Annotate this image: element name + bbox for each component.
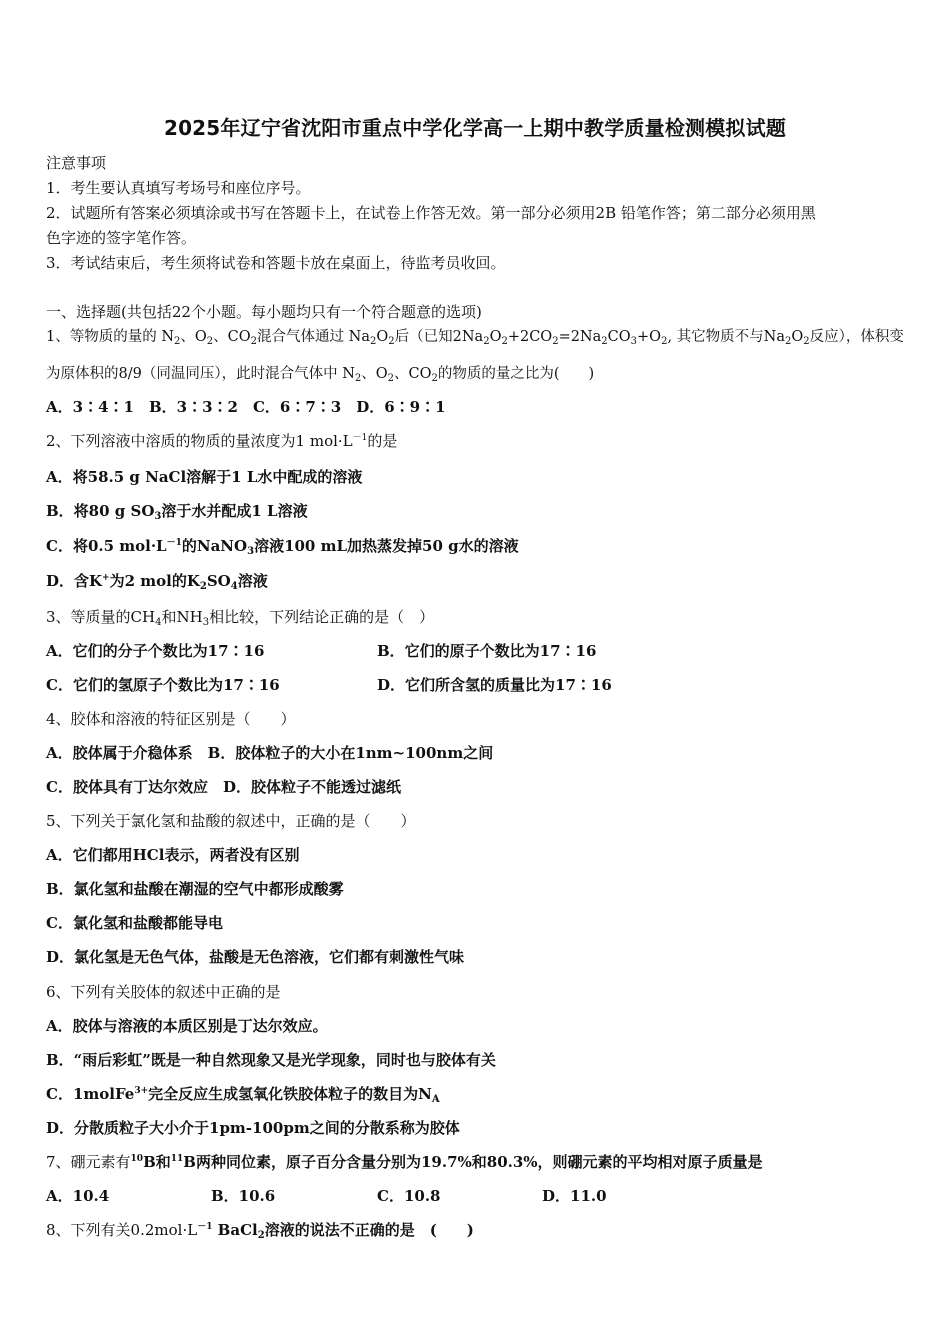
notice-item: 2．试题所有答案必须填涂或书写在答题卡上，在试卷上作答无效。第一部分必须用2B 铅笔作答；第二部分必须用黑 [46,204,816,222]
notice-item: 1．考生要认真填写考场号和座位序号。 [46,179,311,197]
question-2-option-b: B．将80 g $SO_3$溶于水并配成1 L溶液 [46,502,308,522]
notice-item: 色字迹的签字笔作答。 [46,229,197,247]
page-title: 2025年辽宁省沈阳市重点中学化学高一上期中教学质量检测模拟试题 [163,116,787,140]
question-6-option-a: A．胶体与溶液的本质区别是丁达尔效应。 [46,1017,328,1035]
notice-item: 3．考试结束后，考生须将试卷和答题卡放在桌面上，待监考员收回。 [46,254,506,272]
question-8-stem: 8、下列有关$0.2mol\cdot L^{-1}$ BaCl$_2$溶液的说法不正确的是 ( ) [46,1221,474,1241]
question-7-option-c: C．10.8 [377,1187,441,1205]
question-6-option-d: D．分散质粒子大小介于1pm-100pm之间的分散系称为胶体 [46,1119,460,1137]
question-5-option-c: C．氯化氢和盐酸都能导电 [46,914,223,932]
question-5-stem: 5、下列关于氯化氢和盐酸的叙述中，正确的是（ ） [46,812,416,830]
question-5-option-d: D．氯化氢是无色气体，盐酸是无色溶液，它们都有刺激性气味 [46,948,465,966]
question-1-stem: 1、等物质的量的 $N_2$、$O_2$、$CO_2$混合气体通过 $Na_2O_2$后（已知$2Na_2O_2+2CO_2=2Na_2CO_3+O_2$, 其它物质不与$Na_2O_2$反应），体积变 [46,329,904,347]
question-4-options-cd: C．胶体具有丁达尔效应 D．胶体粒子不能透过滤纸 [46,778,401,796]
question-5-option-b: B．氯化氢和盐酸在潮湿的空气中都形成酸雾 [46,880,344,898]
question-7-option-a: A．10.4 [46,1187,110,1205]
question-3-option-c: C．它们的氢原子个数比为17∶16 [46,676,280,694]
question-5-option-a: A．它们都用HCl表示，两者没有区别 [46,846,300,864]
question-6-option-b: B．“雨后彩虹”既是一种自然现象又是光学现象，同时也与胶体有关 [46,1051,496,1069]
question-3-stem: 3、等质量的$CH_4$和$NH_3$相比较，下列结论正确的是（ ） [46,608,435,628]
question-6-stem: 6、下列有关胶体的叙述中正确的是 [46,983,281,1001]
question-6-option-c: C．1molFe$^{3+}$完全反应生成氢氧化铁胶体粒子的数目为$N_A$ [46,1085,440,1105]
question-2-option-a: A．将58.5 g NaCl溶解于1 L水中配成的溶液 [46,468,363,486]
question-3-option-d: D．它们所含氢的质量比为17∶16 [377,676,612,694]
notice-heading: 注意事项 [46,154,107,172]
question-7-option-d: D．11.0 [542,1187,607,1205]
question-4-stem: 4、胶体和溶液的特征区别是（ ） [46,710,296,728]
section-heading: 一、选择题(共包括22个小题。每小题均只有一个符合题意的选项) [46,303,482,321]
question-3-option-a: A．它们的分子个数比为17∶16 [46,642,265,660]
question-1-stem-cont: 为原体积的8/9（同温同压），此时混合气体中 $N_2$、$O_2$、$CO_2$的物质的量之比为( ) [46,366,595,384]
question-2-stem: 2、下列溶液中溶质的物质的量浓度为1 $mol\cdot L^{-1}$的是 [46,432,398,450]
question-3-option-b: B．它们的原子个数比为17∶16 [377,642,597,660]
question-1-options: A．3∶4∶1 B．3∶3∶2 C．6∶7∶3 D．6∶9∶1 [46,398,446,416]
question-4-options-ab: A．胶体属于介稳体系 B．胶体粒子的大小在1nm~100nm之间 [46,744,494,762]
question-7-stem: 7、硼元素有$^{10}$B和$^{11}$B两种同位素，原子百分含量分别为19.7%和80.3%，则硼元素的平均相对原子质量是 [46,1153,763,1171]
question-2-option-c: C．将0.5 $mol\cdot L^{-1}$的NaNO$_3$溶液100 mL加热蒸发掉50 g水的溶液 [46,537,519,557]
question-7-option-b: B．10.6 [211,1187,276,1205]
question-2-option-d: D．含K+为2 mol的$K_2SO_4$溶液 [46,572,268,592]
